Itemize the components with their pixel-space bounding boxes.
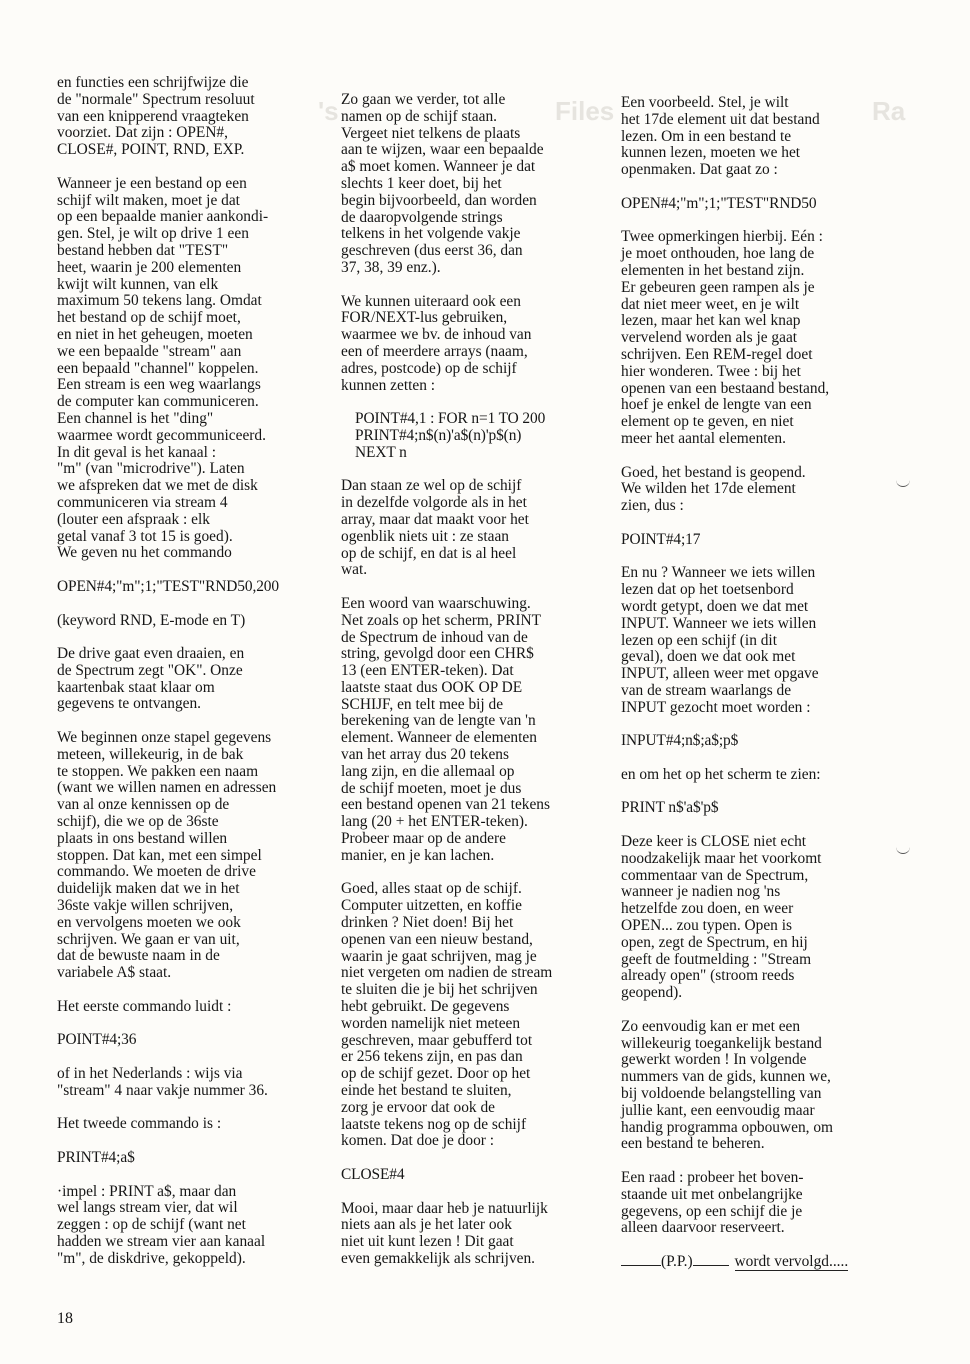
text-line: wat. (341, 561, 368, 579)
text-line: Goed, alles staat op de schijf. (341, 880, 522, 898)
text-line: waarmee wordt gecommuniceerd. (57, 426, 266, 444)
text-line: van een knipperend vraagteken (57, 107, 249, 125)
text-line: Wanneer je een bestand op een (57, 174, 247, 192)
text-line: telkens in het volgende vakje (341, 225, 521, 243)
text-line: 36ste vakje willen schrijven, (57, 897, 234, 915)
paragraph-gap (621, 515, 899, 532)
signature-line (621, 1253, 899, 1271)
text-line: en niet in het geheugen, moeten (57, 325, 253, 343)
text-line: SCHIJF, en telt mee bij de (341, 695, 504, 713)
text-line: laatste staat dus OOK OP DE (341, 678, 523, 696)
text-line: lang zijn, en die allemaal op (341, 762, 515, 780)
text-line: handig programma opbouwen, om (621, 1118, 834, 1136)
text-line: openen van een bestaand bestand, (621, 379, 830, 397)
paragraph-gap (621, 784, 899, 801)
text-line: Twee opmerkingen hierbij. Eén : (621, 228, 823, 246)
text-line: de "normale" Spectrum resoluut (57, 90, 255, 108)
text-line: stoppen. Dat kan, met een simpel (57, 846, 262, 864)
paragraph-gap (57, 1049, 335, 1066)
text-line: gegevens te ontvangen. (57, 695, 202, 713)
text-line: waarin je gaat schrijven, mag je (341, 947, 537, 965)
text-line: hadden we stream vier aan kanaal (57, 1232, 266, 1250)
text-line: schijf), die we op de 36ste (57, 813, 219, 831)
text-line: kaartenbak staat klaar om (57, 678, 215, 696)
text-line: een bestand te beheren. (621, 1135, 765, 1153)
code-line: NEXT n (355, 443, 407, 461)
text-line: Mooi, maar daar heb je natuurlijk (341, 1199, 548, 1217)
bleed-through-text: Files (555, 96, 615, 126)
text-line: array, maar dat maakt voor het (341, 510, 529, 528)
text-line: maximum 50 tekens lang. Omdat (57, 292, 262, 310)
code-line: PRINT#4;n$(n)'a$(n)'p$(n) (355, 426, 522, 444)
text-line: lang (20 + het ENTER-teken). (341, 813, 528, 831)
code-line: OPEN#4;"m";1;"TEST"RND50 (621, 194, 817, 212)
text-line: elementen in het bestand zijn. (621, 261, 805, 279)
text-line: Zo gaan we verder, tot alle (341, 91, 506, 108)
text-line: drinken ? Niet doen! Bij het (341, 914, 514, 932)
text-line: getal vanaf 3 tot 15 is goed). (57, 527, 233, 545)
text-line: Er gebeuren geen rampen als je (621, 278, 815, 296)
text-line: Het tweede commando is : (57, 1115, 222, 1133)
text-line: hoef je enkel de lengte van een (621, 396, 812, 414)
text-line: niet vergeten om nadien de stream (341, 964, 553, 982)
text-line: We kunnen uiteraard ook een (341, 292, 521, 310)
paragraph-gap (621, 817, 899, 834)
text-line: 37, 38, 39 enz.). (341, 258, 441, 276)
text-line: meer het aantal elementen. (621, 429, 786, 447)
text-line: we afspreken dat we met de disk (57, 477, 258, 495)
text-line: openen van een nieuw bestand, (341, 930, 533, 948)
text-line: jullie kant, een eenvoudig maar (621, 1101, 815, 1119)
text-line: de Spectrum zegt "OK". Onze (57, 661, 243, 679)
paragraph-gap (621, 750, 899, 767)
text-line: de schijf moeten, moet je dus (341, 779, 522, 797)
text-line: te sluiten die je bij het schrijven (341, 981, 538, 999)
margin-hole-punch-mark (896, 478, 910, 487)
text-line: te stoppen. We pakken een naam (57, 762, 259, 780)
text-line: Het eerste commando luidt : (57, 997, 232, 1015)
code-line: PRINT n$'a$'p$ (621, 799, 719, 817)
text-line: op de schijf gezet. Door op het (341, 1065, 531, 1083)
text-line: op de schijf, en dat is al heel (341, 544, 517, 562)
paragraph-gap (57, 1100, 335, 1117)
text-line: meteen, willekeurig, in de bak (57, 745, 244, 763)
margin-hole-punch-mark (896, 845, 910, 854)
bleed-through-text: Ra (872, 96, 906, 126)
text-line: willekeurig toegankelijk bestand (621, 1034, 822, 1052)
text-line: begin bijvoorbeeld, dan worden (341, 191, 537, 209)
text-line: kunnen zetten : (341, 376, 436, 394)
text-line: Probeer maar op de andere (341, 830, 506, 848)
text-line: lezen dat op het toetsenbord (621, 581, 794, 599)
text-line: INPUT gezocht moet worden : (621, 698, 811, 716)
paragraph-gap (341, 1150, 619, 1167)
text-line: gewerkt worden ! In volgende (621, 1051, 807, 1069)
text-line: nummers van de gids, kunnen we, (621, 1068, 831, 1086)
code-line: POINT#4,1 : FOR n=1 TO 200 (355, 410, 546, 428)
paragraph-gap (621, 1153, 899, 1170)
text-line: schrijven. Een REM-regel doet (621, 345, 813, 363)
text-line: een of meerdere arrays (naam, (341, 342, 528, 360)
text-line: manier, en je kan lachen. (341, 846, 495, 864)
text-line: kunnen lezen, moeten we het (621, 144, 801, 162)
text-line: wanneer je nadien nog 'ns (621, 883, 781, 901)
text-line: schijf wilt maken, moet je dat (57, 191, 240, 209)
code-line: POINT#4;17 (621, 530, 701, 548)
text-line: openmaken. Dat gaat zo : (621, 161, 778, 179)
text-line: plaats in ons bestand willen (57, 829, 228, 847)
text-line: dat niet meer weet, en je wilt (621, 295, 800, 313)
code-line: CLOSE#4 (341, 1166, 405, 1183)
paragraph-gap (341, 394, 619, 411)
text-line: geval), doen we dat ook met (621, 648, 796, 666)
text-line: even gemakkelijk als schrijven. (341, 1249, 536, 1267)
paragraph-gap (57, 1133, 335, 1150)
paragraph-gap (57, 1016, 335, 1033)
text-column-1 (57, 75, 335, 1268)
paragraph-gap (621, 179, 899, 196)
text-line: gegevens, op een schijf die je (621, 1202, 803, 1220)
text-line: vervelend worden als je gaat (621, 329, 798, 347)
text-line: INPUT, alleen weer met opgave (621, 665, 819, 683)
text-line: niet uit kunt lezen ! Dit gaat (341, 1233, 514, 1251)
text-line: variabele A$ staat. (57, 964, 172, 982)
text-line: bij voldoende belangstelling van (621, 1085, 822, 1103)
text-line: niets aan als je het later ook (341, 1216, 512, 1234)
paragraph-gap (57, 562, 335, 579)
text-line: waarmee we bv. de inhoud van (341, 326, 532, 344)
text-line: schrijven. We gaan er van uit, (57, 930, 240, 948)
text-line: Computer uitzetten, en koffie (341, 897, 522, 915)
text-line: geopend). (621, 984, 683, 1002)
text-line: op een bepaalde manier aankondi- (57, 208, 269, 226)
text-line: lezen, maar het kan wel knap (621, 312, 801, 330)
text-line: van al onze kennissen op de (57, 796, 230, 814)
text-line: "stream" 4 naar vakje nummer 36. (57, 1081, 268, 1099)
code-line: POINT#4;36 (57, 1031, 137, 1049)
text-line: "m", de diskdrive, gekoppeld). (57, 1249, 246, 1267)
text-line: en functies een schrijfwijze die (57, 74, 249, 91)
text-line: Een channel is het "ding" (57, 409, 214, 427)
text-line: geschreven, maar gebufferd tot (341, 1031, 533, 1049)
text-line: string, gevolgd door een CHR$ (341, 645, 534, 663)
text-line: een bepaald "channel" koppelen. (57, 359, 259, 377)
text-line: communiceren via stream 4 (57, 493, 228, 511)
text-line: already open" (stroom reeds (621, 967, 795, 985)
text-line: worden namelijk niet meteen (341, 1014, 521, 1032)
text-line: zorg je ervoor dat ook de (341, 1098, 495, 1116)
paragraph-gap (621, 549, 899, 566)
text-line: komen. Dat doe je door : (341, 1132, 495, 1150)
text-line: FOR/NEXT-lus gebruiken, (341, 309, 508, 327)
paragraph-gap (621, 448, 899, 465)
text-line: We wilden het 17de element (621, 480, 796, 498)
text-line: Een woord van waarschuwing. (341, 594, 531, 612)
text-line: of in het Nederlands : wijs via (57, 1065, 243, 1083)
text-column-3 (621, 95, 899, 1237)
text-line: commentaar van de Spectrum, (621, 866, 809, 884)
text-line: (keyword RND, E-mode en T) (57, 611, 246, 629)
text-line: heet, waarin je 200 elementen (57, 258, 242, 276)
text-line: voorziet. Dat zijn : OPEN#, (57, 124, 228, 142)
code-line: OPEN#4;"m";1;"TEST"RND50,200 (57, 577, 279, 595)
page-number: 18 (57, 1310, 73, 1327)
text-line: en vervolgens moeten we ook (57, 913, 241, 931)
text-line: Vergeet niet telkens de plaats (341, 124, 521, 142)
text-line: en om het op het scherm te zien: (621, 765, 821, 783)
text-line: de computer kan communiceren. (57, 393, 259, 411)
text-line: staande uit met onbelangrijke (621, 1185, 803, 1203)
paragraph-gap (341, 1184, 619, 1201)
paragraph-gap (341, 462, 619, 479)
text-line: aan te wijzen, waar een bepaalde (341, 141, 544, 159)
text-line: OPEN... zou typen. Open is (621, 917, 792, 935)
text-line: lezen op een schijf (in dit (621, 631, 777, 649)
author-initials: (P.P.) (661, 1253, 693, 1270)
paragraph-gap (341, 277, 619, 294)
text-line: We beginnen onze stapel gegevens (57, 729, 272, 747)
text-line: van de stream waarlangs de (621, 681, 792, 699)
text-line: in dezelfde volgorde als in het (341, 494, 527, 512)
paragraph-gap (341, 579, 619, 596)
text-line: geeft de foutmelding : "Stream (621, 950, 812, 968)
paragraph-gap (57, 629, 335, 646)
paragraph-gap (57, 1167, 335, 1184)
text-line: slechts 1 keer doet, bij het (341, 174, 502, 192)
text-line: dat de bewuste naam in de (57, 947, 220, 965)
text-line: zeggen : op de schijf (want net (57, 1216, 246, 1234)
text-line: einde het bestand te sluiten, (341, 1082, 512, 1100)
text-line: 13 (een ENTER-teken). Dat (341, 662, 514, 680)
text-line: Goed, het bestand is geopend. (621, 463, 806, 481)
text-line: een bestand openen van 21 tekens (341, 796, 550, 814)
text-line: gen. Stel, je wilt op drive 1 een (57, 225, 249, 243)
text-line: hebt gebruikt. De gegevens (341, 998, 510, 1016)
text-line: je moet onthouden, hoe lang de (621, 245, 815, 263)
text-line: commando. We moeten de drive (57, 863, 256, 881)
text-line: zien, dus : (621, 497, 684, 515)
text-line: de daaropvolgende strings (341, 208, 503, 226)
text-line: Een stream is een weg waarlangs (57, 376, 261, 394)
text-line: open, zegt de Spectrum, en hij (621, 933, 808, 951)
text-line: We geven nu het commando (57, 544, 232, 562)
text-line: a$ moet komen. Wanneer je dat (341, 158, 536, 176)
continued-note: wordt vervolgd..... (734, 1253, 849, 1270)
bleed-through-text: 's (318, 96, 339, 126)
text-line: Zo eenvoudig kan er met een (621, 1017, 801, 1035)
text-line: de Spectrum de inhoud van de (341, 628, 528, 646)
text-line: (louter een afspraak : elk (57, 510, 210, 528)
text-line: Net zoals op het scherm, PRINT (341, 611, 542, 629)
paragraph-gap (57, 982, 335, 999)
text-line: Een voorbeeld. Stel, je wilt (621, 94, 789, 111)
text-line: INPUT. Wanneer we iets willen (621, 614, 817, 632)
text-line: duidelijk maken dat we in het (57, 880, 240, 898)
text-line: wordt getypt, doen we dat met (621, 597, 809, 615)
text-line: De drive gaat even draaien, en (57, 645, 245, 663)
text-line: Een raad : probeer het boven- (621, 1169, 804, 1186)
text-line: het bestand op de schijf moet, (57, 309, 241, 327)
text-line: adres, postcode) op de schijf (341, 359, 517, 377)
text-line: Dan staan ze wel op de schijf (341, 477, 522, 495)
code-line: PRINT#4;a$ (57, 1149, 135, 1166)
text-line: wel langs stream vier, dat wil (57, 1199, 238, 1217)
text-line: (want we willen namen en adressen (57, 779, 277, 797)
text-line: we een bepaalde "stream" aan (57, 342, 242, 360)
text-line: Deze keer is CLOSE niet echt (621, 833, 807, 851)
code-line: INPUT#4;n$;a$;p$ (621, 732, 739, 750)
text-line: hetzelfde zou doen, en weer (621, 900, 794, 918)
text-line: ·impel : PRINT a$, maar dan (57, 1182, 237, 1200)
paragraph-gap (621, 1002, 899, 1019)
text-line: element op te geven, en niet (621, 413, 794, 431)
text-line: er 256 tekens zijn, en pas dan (341, 1048, 523, 1066)
text-line: "m" (van "microdrive"). Laten (57, 460, 245, 478)
text-line: namen op de schijf staan. (341, 107, 497, 125)
text-line: kwijt wilt kunnen, van elk (57, 275, 219, 293)
paragraph-gap (621, 213, 899, 230)
text-line: ogenblik niets uit : ze staan (341, 527, 509, 545)
paragraph-gap (57, 713, 335, 730)
text-line: In dit geval is het kanaal : (57, 443, 216, 461)
text-line: laatste tekens nog op de schijf (341, 1115, 527, 1133)
text-line: lezen. Om in een bestand te (621, 127, 792, 145)
text-line: alleen daarvoor reserveert. (621, 1219, 785, 1237)
text-line: bestand hebben dat "TEST" (57, 241, 229, 259)
text-line: element. Wanneer de elementen (341, 729, 537, 747)
text-line: CLOSE#, POINT, RND, EXP. (57, 141, 245, 159)
text-line: van het array dus 20 tekens (341, 746, 509, 764)
paragraph-gap (341, 865, 619, 882)
paragraph-gap (621, 716, 899, 733)
text-line: hier wonderen. Twee : bij het (621, 362, 801, 380)
text-line: het 17de element uit dat bestand (621, 110, 820, 128)
text-line: geschreven (dus eerst 36, dan (341, 242, 523, 260)
paragraph-gap (57, 596, 335, 613)
text-line: berekening van de lengte van 'n (341, 712, 536, 730)
paragraph-gap (57, 159, 335, 176)
text-line: noodzakelijk maar het voorkomt (621, 849, 822, 867)
text-line: En nu ? Wanneer we iets willen (621, 564, 816, 582)
text-column-2 (341, 92, 619, 1268)
